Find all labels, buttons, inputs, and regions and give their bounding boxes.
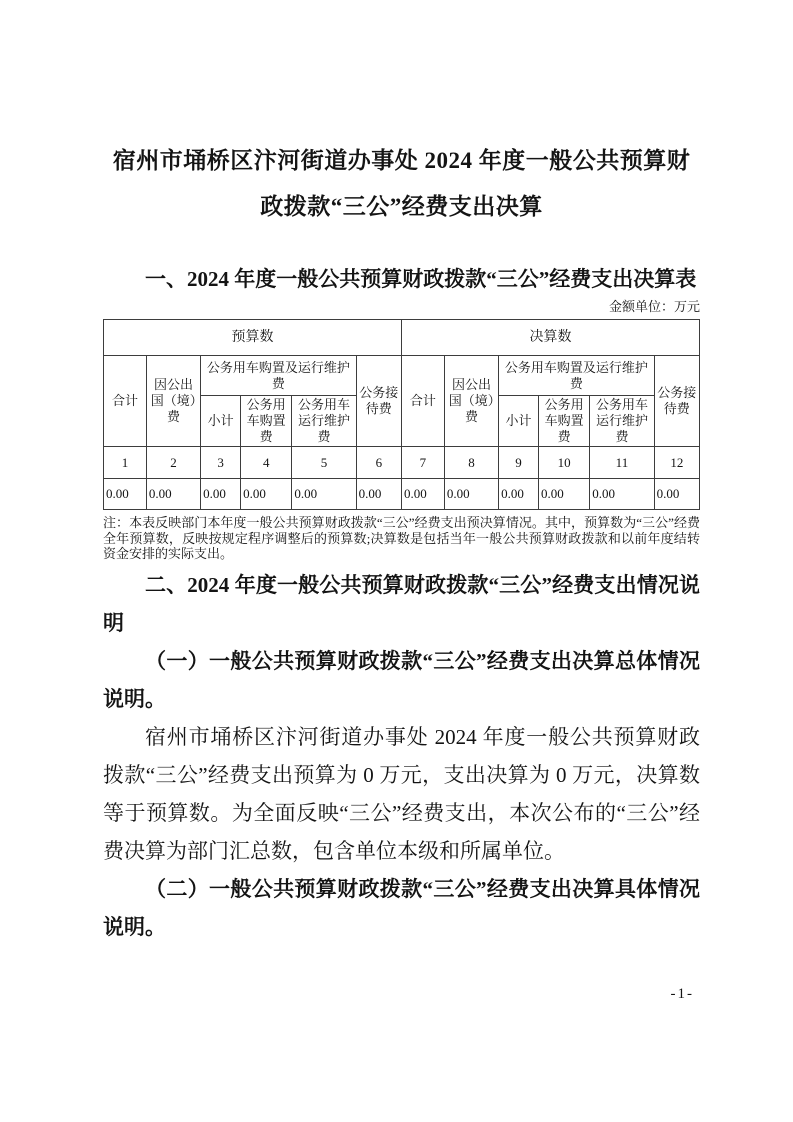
col-header-reception-budget: 公务接待费 xyxy=(356,356,401,447)
value-cell: 0.00 xyxy=(292,479,356,510)
document-title: 宿州市埇桥区汴河街道办事处 2024 年度一般公共预算财政拨款“三公”经费支出决算 xyxy=(112,148,691,219)
value-cell: 0.00 xyxy=(590,479,654,510)
subsection-2-1-heading: （一）一般公共预算财政拨款“三公”经费支出决算总体情况说明。 xyxy=(103,648,700,711)
table-row-column-index xyxy=(104,447,700,479)
index-cell: 5 xyxy=(292,447,356,479)
index-cell: 2 xyxy=(146,447,200,479)
col-header-total-budget: 合计 xyxy=(104,356,147,447)
col-header-subtotal-final: 小计 xyxy=(499,396,539,447)
col-header-reception-final: 公务接待费 xyxy=(654,356,699,447)
index-cell: 4 xyxy=(241,447,292,479)
col-header-abroad-budget: 因公出国（境）费 xyxy=(146,356,200,447)
col-header-subtotal-budget: 小计 xyxy=(201,396,241,447)
table-row-values xyxy=(104,479,700,510)
value-cell: 0.00 xyxy=(444,479,498,510)
col-header-abroad-final: 因公出国（境）费 xyxy=(444,356,498,447)
index-cell: 8 xyxy=(444,447,498,479)
value-cell: 0.00 xyxy=(539,479,590,510)
sangong-expense-table xyxy=(103,319,700,510)
index-cell: 3 xyxy=(201,447,241,479)
section-2-heading: 二、2024 年度一般公共预算财政拨款“三公”经费支出情况说明 xyxy=(103,572,700,635)
group-header-final: 决算数 xyxy=(401,320,699,356)
table-row xyxy=(104,320,700,356)
col-header-maintenance-final: 公务用车运行维护费 xyxy=(590,396,654,447)
value-cell: 0.00 xyxy=(201,479,241,510)
index-cell: 6 xyxy=(356,447,401,479)
value-cell: 0.00 xyxy=(146,479,200,510)
index-cell: 12 xyxy=(654,447,699,479)
value-cell: 0.00 xyxy=(104,479,147,510)
col-header-purchase-budget: 公务用车购置费 xyxy=(241,396,292,447)
col-header-maintenance-budget: 公务用车运行维护费 xyxy=(292,396,356,447)
group-header-budget: 预算数 xyxy=(104,320,402,356)
value-cell: 0.00 xyxy=(654,479,699,510)
table-note: 注：本表反映部门本年度一般公共预算财政拨款“三公”经费支出预决算情况。其中，预算数为“三公”经费全年预算数，反映按规定程序调整后的预算数;决算数是包括当年一般公共预算财政拨款和以前年度结转资金安排的实际支出。 xyxy=(103,515,700,561)
col-header-total-final: 合计 xyxy=(401,356,444,447)
amount-unit-note: 金额单位：万元 xyxy=(608,299,700,314)
col-header-vehicle-group-budget: 公务用车购置及运行维护费 xyxy=(201,356,357,396)
index-cell: 10 xyxy=(539,447,590,479)
index-cell: 11 xyxy=(590,447,654,479)
index-cell: 7 xyxy=(401,447,444,479)
col-header-purchase-final: 公务用车购置费 xyxy=(539,396,590,447)
index-cell: 9 xyxy=(499,447,539,479)
table-row xyxy=(104,356,700,396)
value-cell: 0.00 xyxy=(499,479,539,510)
subsection-2-2-heading: （二）一般公共预算财政拨款“三公”经费支出决算具体情况说明。 xyxy=(103,876,700,939)
subsection-2-1-body: 宿州市埇桥区汴河街道办事处 2024 年度一般公共预算财政拨款“三公”经费支出预算为 0 万元，支出决算为 0 万元，决算数等于预算数。为全面反映“三公”经费支出，本次公布的“三公”经费决算为部门汇总数，包含单位本级和所属单位。 xyxy=(103,724,700,863)
section-1-heading: 一、2024 年度一般公共预算财政拨款“三公”经费支出决算表 xyxy=(145,267,697,291)
index-cell: 1 xyxy=(104,447,147,479)
value-cell: 0.00 xyxy=(401,479,444,510)
page-number: -1- xyxy=(670,986,694,1002)
value-cell: 0.00 xyxy=(241,479,292,510)
value-cell: 0.00 xyxy=(356,479,401,510)
col-header-vehicle-group-final: 公务用车购置及运行维护费 xyxy=(499,356,655,396)
